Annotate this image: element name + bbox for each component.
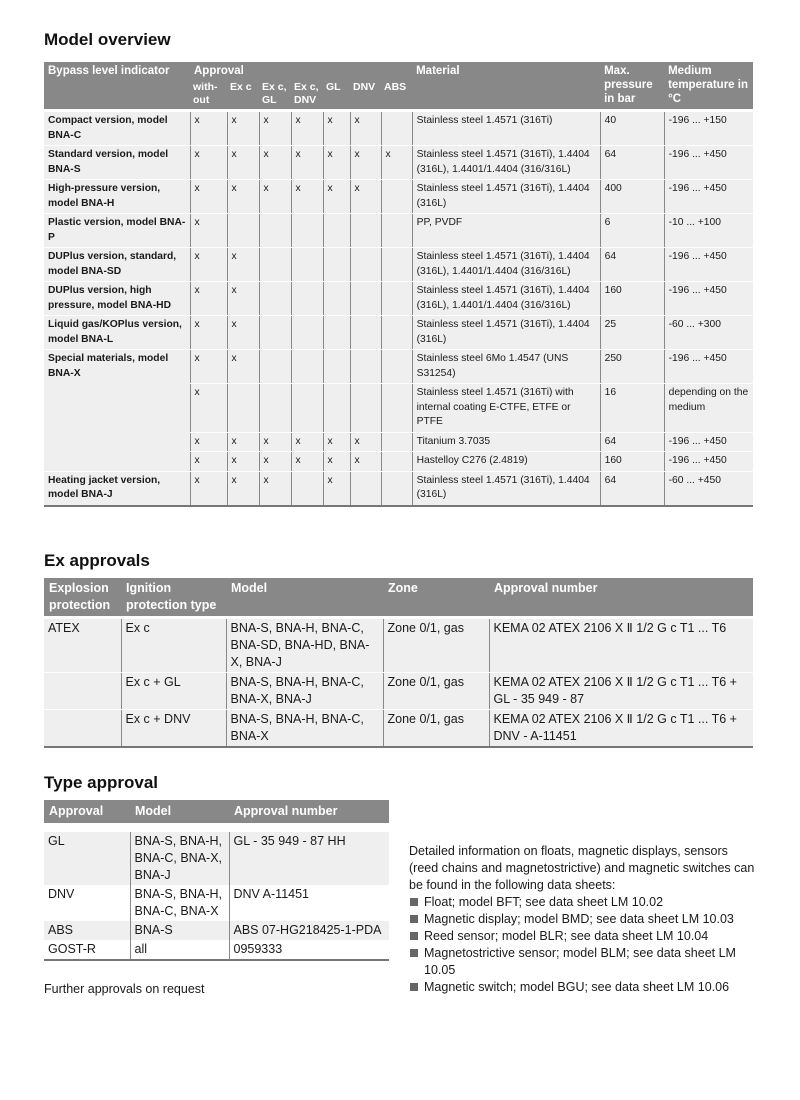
approval-cell — [350, 282, 381, 316]
approval-cell: x — [227, 316, 259, 350]
table-row — [44, 940, 389, 960]
model-cell: BNA-S, BNA-H, BNA-C, BNA-X — [226, 710, 383, 748]
approval-cell: x — [259, 112, 291, 146]
table-row — [44, 350, 753, 384]
model-overview-table — [44, 62, 753, 507]
approval-cell — [350, 384, 381, 433]
model-cell: BNA-S, BNA-H, BNA-C, BNA-SD, BNA-HD, BNA-X, BNA-J — [226, 619, 383, 673]
material-cell: Stainless steel 1.4571 (316Ti), 1.4404 (316L) — [412, 471, 600, 506]
approval-cell: x — [259, 452, 291, 472]
pressure-cell: 6 — [600, 214, 664, 248]
temperature-cell: -196 ... +450 — [664, 452, 753, 472]
data-sheet-list — [409, 894, 759, 996]
approval-cell: x — [323, 432, 350, 452]
header-approval-number: Approval number — [229, 800, 389, 823]
pressure-cell: 40 — [600, 112, 664, 146]
approval-cell: x — [323, 471, 350, 506]
model-name: Standard version, model BNA-S — [44, 146, 190, 180]
material-cell: Stainless steel 1.4571 (316Ti), 1.4404 (316L) — [412, 180, 600, 214]
model-overview-title: Model overview — [44, 30, 171, 49]
approval-cell — [291, 350, 323, 384]
approval-cell: x — [190, 282, 227, 316]
list-item — [409, 979, 759, 996]
ignition-type-cell: Ex c + DNV — [121, 710, 226, 748]
pressure-cell: 160 — [600, 282, 664, 316]
header-approval-col: DNV — [350, 81, 381, 109]
model-name: Compact version, model BNA-C — [44, 112, 190, 146]
approval-cell — [291, 248, 323, 282]
approval-cell: x — [227, 248, 259, 282]
ex-approvals-title: Ex approvals — [44, 551, 150, 570]
header-approval-col: Ex c, DNV — [291, 81, 323, 109]
approval-cell: x — [323, 146, 350, 180]
approval-cell — [381, 248, 412, 282]
square-bullet-icon — [410, 949, 418, 957]
approval-cell: DNV — [48, 887, 75, 901]
pressure-cell: 64 — [600, 432, 664, 452]
approval-number-cell: KEMA 02 ATEX 2106 X Ⅱ 1/2 G c T1 ... T6 — [489, 619, 753, 673]
approval-cell: x — [227, 452, 259, 472]
approval-cell — [381, 471, 412, 506]
approval-cell: x — [190, 146, 227, 180]
model-name: DUPlus version, standard, model BNA-SD — [44, 248, 190, 282]
temperature-cell: -60 ... +300 — [664, 316, 753, 350]
temperature-cell: -196 ... +450 — [664, 350, 753, 384]
header-approval-col: with-out — [190, 81, 227, 109]
pressure-cell: 64 — [600, 248, 664, 282]
explosion-protection-cell: ATEX — [44, 619, 121, 673]
temperature-cell: -196 ... +450 — [664, 432, 753, 452]
approval-cell: x — [227, 471, 259, 506]
approval-cell — [259, 248, 291, 282]
zone-cell: Zone 0/1, gas — [383, 619, 489, 673]
pressure-cell: 160 — [600, 452, 664, 472]
approval-number-cell: GL - 35 949 - 87 HH — [229, 832, 389, 885]
list-item — [409, 945, 759, 979]
approval-cell: x — [291, 452, 323, 472]
further-approvals-note: Further approvals on request — [44, 982, 205, 996]
temperature-cell: depending on the medium — [664, 384, 753, 433]
approval-cell: GL — [44, 832, 130, 885]
approval-cell — [291, 214, 323, 248]
temperature-cell: -196 ... +450 — [664, 248, 753, 282]
approval-cell: x — [291, 146, 323, 180]
approval-cell: x — [190, 471, 227, 506]
approval-cell — [381, 452, 412, 472]
table-row — [44, 921, 389, 940]
list-item — [409, 928, 759, 945]
list-item — [409, 894, 759, 911]
approval-cell — [381, 214, 412, 248]
approval-cell: x — [350, 452, 381, 472]
square-bullet-icon — [410, 898, 418, 906]
approval-cell: ABS — [44, 921, 130, 940]
header-approval: Approval — [190, 62, 412, 81]
approval-cell — [381, 112, 412, 146]
approval-cell — [381, 316, 412, 350]
ex-approvals-table — [44, 578, 753, 748]
header-explosion-protection: Explosion protection — [44, 578, 121, 616]
approval-cell: x — [323, 112, 350, 146]
approval-cell — [259, 316, 291, 350]
temperature-cell: -10 ... +100 — [664, 214, 753, 248]
material-cell: Stainless steel 1.4571 (316Ti), 1.4404 (316L), 1.4401/1.4404 (316/316L) — [412, 248, 600, 282]
table-row — [44, 471, 753, 506]
approval-cell: x — [259, 146, 291, 180]
list-item-text: Magnetic display; model BMD; see data sheet LM 10.03 — [424, 912, 734, 926]
approval-number-cell: 0959333 — [229, 940, 389, 960]
approval-cell — [381, 432, 412, 452]
square-bullet-icon — [410, 932, 418, 940]
ignition-type-cell: Ex c + GL — [121, 673, 226, 710]
header-approval-col: ABS — [381, 81, 412, 109]
approval-cell — [323, 316, 350, 350]
approval-cell: x — [259, 180, 291, 214]
approval-cell — [291, 282, 323, 316]
header-approval: Approval — [44, 800, 130, 823]
approval-cell: x — [259, 471, 291, 506]
approval-cell: x — [190, 214, 227, 248]
approval-cell — [323, 248, 350, 282]
header-approval-col: Ex c, GL — [259, 81, 291, 109]
table-row — [44, 619, 753, 673]
table-row — [44, 180, 753, 214]
square-bullet-icon — [410, 983, 418, 991]
material-cell: Stainless steel 6Mo 1.4547 (UNS S31254) — [412, 350, 600, 384]
approval-cell: x — [190, 248, 227, 282]
approval-cell — [259, 350, 291, 384]
approval-cell: x — [291, 432, 323, 452]
header-ignition-type: Ignition protection type — [121, 578, 226, 616]
approval-cell: x — [190, 432, 227, 452]
list-item-text: Magnetic switch; model BGU; see data sheet LM 10.06 — [424, 980, 730, 994]
temperature-cell: -196 ... +450 — [664, 146, 753, 180]
table-row — [44, 885, 389, 921]
material-cell: Stainless steel 1.4571 (316Ti), 1.4404 (316L) — [412, 316, 600, 350]
header-material: Material — [412, 62, 600, 109]
approval-cell: x — [190, 350, 227, 384]
approval-cell: GOST-R — [44, 940, 130, 960]
approval-cell — [291, 316, 323, 350]
approval-cell — [350, 350, 381, 384]
approval-number-cell: KEMA 02 ATEX 2106 X Ⅱ 1/2 G c T1 ... T6 + GL - 35 949 - 87 — [489, 673, 753, 710]
model-name: DUPlus version, high pressure, model BNA-HD — [44, 282, 190, 316]
approval-cell: x — [227, 432, 259, 452]
table-row — [44, 316, 753, 350]
model-cell: BNA-S, BNA-H, BNA-C, BNA-X, BNA-J — [130, 832, 229, 885]
pressure-cell: 64 — [600, 146, 664, 180]
model-cell: BNA-S — [130, 921, 229, 940]
approval-number-cell: KEMA 02 ATEX 2106 X Ⅱ 1/2 G c T1 ... T6 + DNV - A-11451 — [489, 710, 753, 748]
square-bullet-icon — [410, 915, 418, 923]
model-cell: BNA-S, BNA-H, BNA-C, BNA-X — [130, 885, 229, 921]
model-name: Liquid gas/KOPlus version, model BNA-L — [44, 316, 190, 350]
model-name: High-pressure version, model BNA-H — [44, 180, 190, 214]
approval-number-cell: ABS 07-HG218425-1-PDA — [229, 921, 389, 940]
approval-cell — [291, 471, 323, 506]
header-model: Model — [226, 578, 383, 616]
approval-cell: x — [350, 432, 381, 452]
list-item-text: Float; model BFT; see data sheet LM 10.02 — [424, 895, 664, 909]
approval-cell — [381, 350, 412, 384]
model-name: Special materials, model BNA-X — [44, 350, 190, 472]
approval-cell: x — [190, 180, 227, 214]
header-approval-col: Ex c — [227, 81, 259, 109]
explosion-protection-cell — [44, 710, 121, 748]
header-approval-col: GL — [323, 81, 350, 109]
table-row — [44, 832, 389, 885]
list-item-text: Reed sensor; model BLR; see data sheet LM 10.04 — [424, 929, 709, 943]
material-cell: Titanium 3.7035 — [412, 432, 600, 452]
material-cell: Stainless steel 1.4571 (316Ti), 1.4404 (316L), 1.4401/1.4404 (316/316L) — [412, 146, 600, 180]
approval-cell: x — [227, 282, 259, 316]
header-model: Model — [130, 800, 229, 823]
temperature-cell: -196 ... +450 — [664, 282, 753, 316]
approval-cell — [227, 384, 259, 433]
type-approval-title: Type approval — [44, 773, 158, 792]
pressure-cell: 64 — [600, 471, 664, 506]
material-cell: Hastelloy C276 (2.4819) — [412, 452, 600, 472]
model-name: Plastic version, model BNA-P — [44, 214, 190, 248]
approval-cell: x — [190, 316, 227, 350]
material-cell: PP, PVDF — [412, 214, 600, 248]
approval-cell: x — [190, 112, 227, 146]
material-cell: Stainless steel 1.4571 (316Ti) — [412, 112, 600, 146]
approval-cell: x — [350, 180, 381, 214]
ignition-type-cell: Ex c — [121, 619, 226, 673]
approval-cell — [323, 384, 350, 433]
table-row — [44, 282, 753, 316]
pressure-cell: 250 — [600, 350, 664, 384]
type-approval-table — [44, 800, 389, 961]
table-row — [44, 673, 753, 710]
approval-cell — [259, 282, 291, 316]
approval-cell — [381, 384, 412, 433]
list-item — [409, 911, 759, 928]
header-approval-number: Approval number — [489, 578, 753, 616]
approval-cell: x — [190, 384, 227, 433]
data-sheet-info — [409, 843, 759, 996]
approval-cell: x — [291, 180, 323, 214]
approval-cell: x — [227, 146, 259, 180]
material-cell: Stainless steel 1.4571 (316Ti) with internal coating E-CTFE, ETFE or PTFE — [412, 384, 600, 433]
header-zone: Zone — [383, 578, 489, 616]
zone-cell: Zone 0/1, gas — [383, 710, 489, 748]
approval-cell: x — [350, 146, 381, 180]
approval-cell — [381, 180, 412, 214]
approval-cell — [381, 282, 412, 316]
approval-cell — [259, 214, 291, 248]
approval-cell: x — [323, 452, 350, 472]
approval-cell: x — [259, 432, 291, 452]
table-row — [44, 146, 753, 180]
pressure-cell: 25 — [600, 316, 664, 350]
temperature-cell: -196 ... +450 — [664, 180, 753, 214]
header-temperature: Medium temperature in °C — [664, 62, 753, 109]
approval-cell: x — [227, 112, 259, 146]
model-cell: BNA-S, BNA-H, BNA-C, BNA-X, BNA-J — [226, 673, 383, 710]
approval-cell — [259, 384, 291, 433]
approval-cell — [323, 214, 350, 248]
temperature-cell: -60 ... +450 — [664, 471, 753, 506]
approval-cell — [291, 384, 323, 433]
approval-cell: x — [227, 350, 259, 384]
model-cell: all — [130, 940, 229, 960]
approval-cell — [350, 316, 381, 350]
approval-cell: x — [190, 452, 227, 472]
approval-cell — [350, 248, 381, 282]
temperature-cell: -196 ... +150 — [664, 112, 753, 146]
list-item-text: Magnetostrictive sensor; model BLM; see data sheet LM 10.05 — [424, 946, 736, 977]
pressure-cell: 400 — [600, 180, 664, 214]
header-pressure: Max. pressure in bar — [600, 62, 664, 109]
pressure-cell: 16 — [600, 384, 664, 433]
material-cell: Stainless steel 1.4571 (316Ti), 1.4404 (316L), 1.4401/1.4404 (316/316L) — [412, 282, 600, 316]
approval-cell: x — [227, 180, 259, 214]
approval-cell: x — [323, 180, 350, 214]
approval-cell — [350, 214, 381, 248]
approval-cell: x — [350, 112, 381, 146]
table-row — [44, 248, 753, 282]
table-row — [44, 710, 753, 748]
info-intro: Detailed information on floats, magnetic displays, sensors (reed chains and magnetostrictive) and magnetic switches can be found in the following data sheets: — [409, 844, 755, 892]
zone-cell: Zone 0/1, gas — [383, 673, 489, 710]
approval-cell — [350, 471, 381, 506]
table-row — [44, 214, 753, 248]
approval-cell: x — [381, 146, 412, 180]
explosion-protection-cell — [44, 673, 121, 710]
model-name: Heating jacket version, model BNA-J — [44, 471, 190, 506]
header-indicator: Bypass level indicator — [44, 62, 190, 109]
approval-cell — [323, 350, 350, 384]
approval-number-cell: DNV A-11451 — [229, 885, 389, 921]
table-row — [44, 112, 753, 146]
approval-cell: x — [291, 112, 323, 146]
approval-cell — [323, 282, 350, 316]
approval-cell — [227, 214, 259, 248]
